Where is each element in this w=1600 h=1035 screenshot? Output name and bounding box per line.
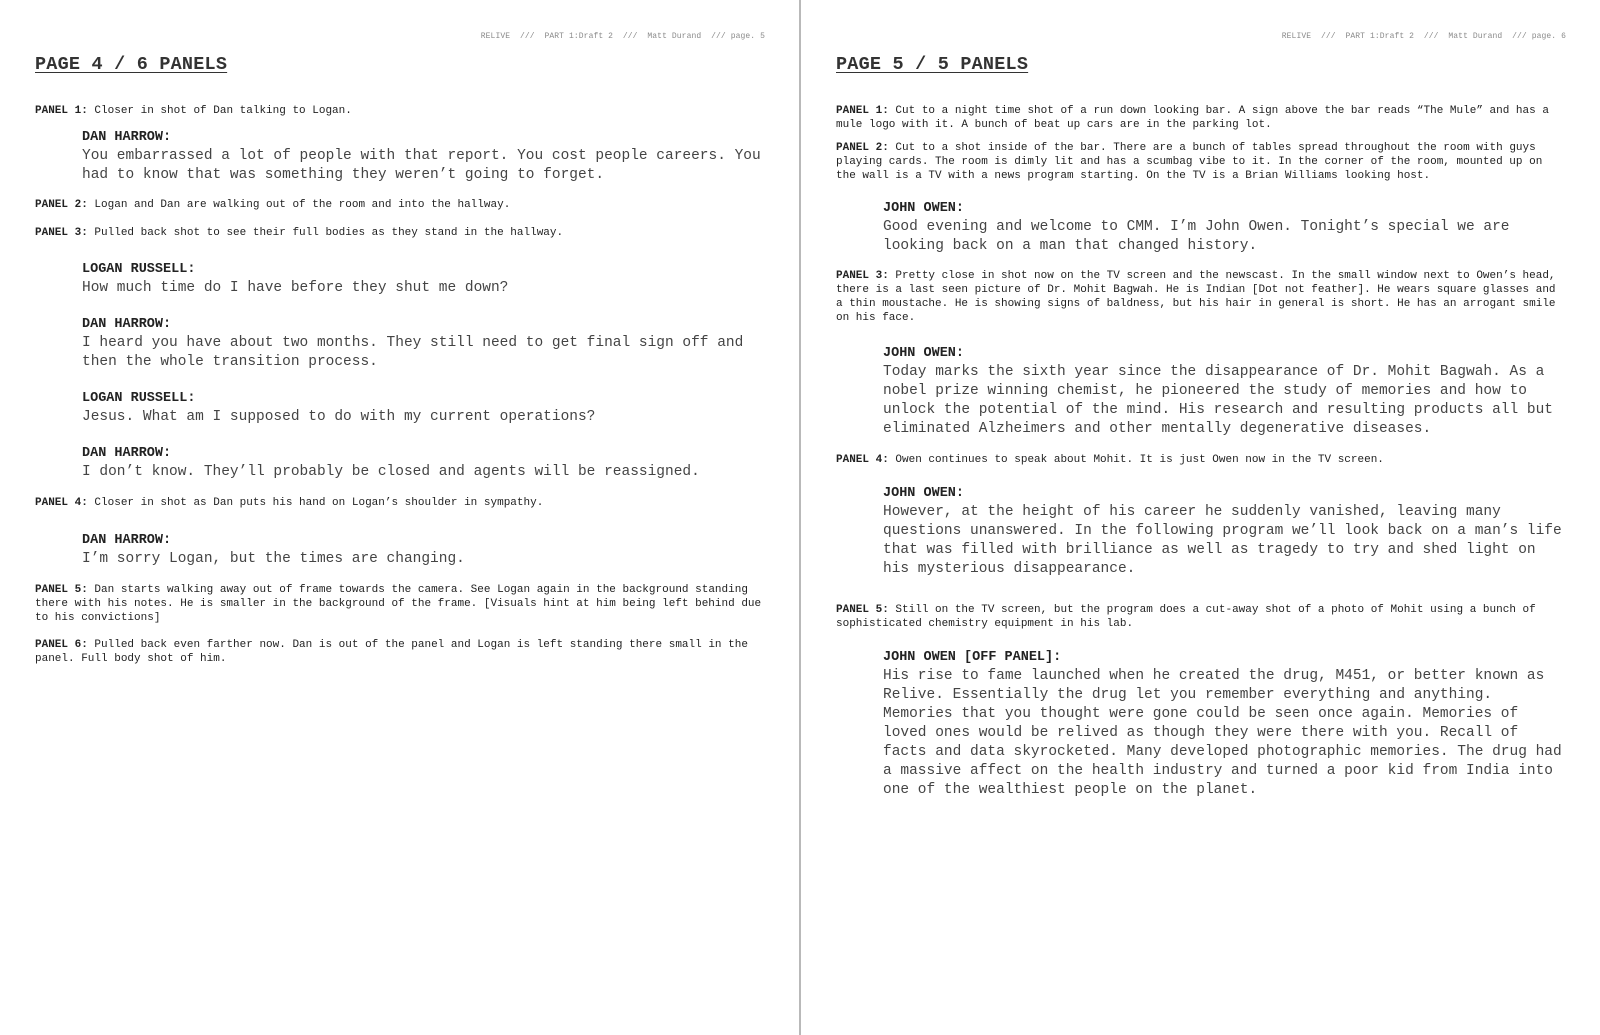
panel-text: Dan starts walking away out of frame towards the camera. See Logan again in the background standing there with his notes. He is smaller in the background of the frame. [Visuals hint at him being left behind due to his convictions] bbox=[35, 584, 762, 624]
panel-text: Pulled back shot to see their full bodies as they stand in the hallway. bbox=[94, 227, 564, 239]
panel-description bbox=[35, 198, 765, 212]
panel-label: PANEL 2: bbox=[836, 142, 889, 154]
panel-description bbox=[836, 269, 1566, 325]
dialogue-block bbox=[836, 649, 1566, 800]
panel-text: Pretty close in shot now on the TV screen and the newscast. In the small window next to Owen’s head, there is a last seen picture of Dr. Mohit Bagwah. He is Indian [Dot not feather]. He wears square glasses and a thin moustache. He is showing signs of baldness, but his hair in general is short. He has an arrogant smile on his face. bbox=[836, 270, 1556, 324]
dialogue-line: Today marks the sixth year since the disappearance of Dr. Mohit Bagwah. As a nobel prize winning chemist, he pioneered the study of memories and how to unlock the potential of the mind. His research and resulting products all but eliminated Alzheimers and other mentally degenerative diseases. bbox=[883, 364, 1554, 437]
panel-label: PANEL 3: bbox=[836, 270, 889, 282]
dialogue-block bbox=[35, 316, 765, 372]
dialogue-line: Jesus. What am I supposed to do with my current operations? bbox=[82, 409, 596, 425]
panel-description bbox=[836, 603, 1566, 631]
panel-text: Closer in shot as Dan puts his hand on Logan’s shoulder in sympathy. bbox=[94, 497, 544, 509]
panel-label: PANEL 1: bbox=[836, 105, 889, 117]
panel-description bbox=[35, 104, 765, 118]
dialogue-line: However, at the height of his career he suddenly vanished, leaving many questions unanswered. In the following program we’ll look back on a man’s life that was filled with brilliance as well as tragedy to try and shed light on his mysterious disappearance. bbox=[883, 504, 1562, 577]
dialogue-line: His rise to fame launched when he created the drug, M451, or better known as Relive. Essentially the drug let you remember everything and anything. Memories that you thought were gone could be seen once again. Memories of loved ones would be relived as though they were there with you. Recall of facts and data skyrocketed. Many developed photographic memories. The drug had a massive affect on the health industry and turned a poor kid from India into one of the wealthiest people on the planet. bbox=[883, 668, 1562, 798]
page-title: PAGE 5 / 5 PANELS bbox=[836, 54, 1029, 75]
dialogue-line: Good evening and welcome to CMM. I’m John Owen. Tonight’s special we are looking back on a man that changed history. bbox=[883, 219, 1510, 254]
panel-label: PANEL 3: bbox=[35, 227, 88, 239]
script-blocks bbox=[836, 104, 1566, 800]
speaker-name: LOGAN RUSSELL: bbox=[82, 262, 196, 277]
page-running-header: RELIVE /// PART 1:Draft 2 /// Matt Durand /// page. 6 bbox=[1281, 32, 1566, 41]
speaker-name: LOGAN RUSSELL: bbox=[82, 391, 196, 406]
panel-label: PANEL 4: bbox=[35, 497, 88, 509]
dialogue-block bbox=[836, 485, 1566, 579]
panel-text: Owen continues to speak about Mohit. It is just Owen now in the TV screen. bbox=[895, 454, 1384, 466]
panel-description bbox=[836, 453, 1566, 467]
panel-text: Cut to a shot inside of the bar. There are a bunch of tables spread throughout the room with guys playing cards. The room is dimly lit and has a scumbag vibe to it. In the corner of the room, mounted up on the wall is a TV with a news program starting. On the TV is a Brian Williams looking host. bbox=[836, 142, 1543, 182]
panel-text: Logan and Dan are walking out of the room and into the hallway. bbox=[94, 199, 511, 211]
speaker-name: DAN HARROW: bbox=[82, 317, 172, 332]
panel-description bbox=[836, 141, 1566, 183]
dialogue-line: I don’t know. They’ll probably be closed and agents will be reassigned. bbox=[82, 464, 700, 480]
dialogue-block bbox=[836, 200, 1566, 256]
dialogue-block bbox=[35, 261, 765, 298]
dialogue-block bbox=[836, 345, 1566, 439]
panel-text: Closer in shot of Dan talking to Logan. bbox=[94, 105, 352, 117]
panel-text: Still on the TV screen, but the program does a cut-away shot of a photo of Mohit using a bunch of sophisticated chemistry equipment in his lab. bbox=[836, 604, 1536, 630]
panel-description bbox=[35, 583, 765, 625]
speaker-name: JOHN OWEN: bbox=[883, 346, 965, 361]
panel-text: Cut to a night time shot of a run down looking bar. A sign above the bar reads “The Mule” and has a mule logo with it. A bunch of beat up cars are in the parking lot. bbox=[836, 105, 1549, 131]
dialogue-line: I heard you have about two months. They still need to get final sign off and then the whole transition process. bbox=[82, 335, 744, 370]
script-page-left bbox=[0, 0, 799, 1035]
dialogue-block bbox=[35, 445, 765, 482]
script-page-right bbox=[801, 0, 1600, 1035]
page-running-header: RELIVE /// PART 1:Draft 2 /// Matt Durand /// page. 5 bbox=[480, 32, 765, 41]
speaker-name: DAN HARROW: bbox=[82, 446, 172, 461]
speaker-name: JOHN OWEN: bbox=[883, 201, 965, 216]
panel-label: PANEL 5: bbox=[836, 604, 889, 616]
panel-label: PANEL 6: bbox=[35, 639, 88, 651]
panel-label: PANEL 2: bbox=[35, 199, 88, 211]
dialogue-block bbox=[35, 390, 765, 427]
script-blocks bbox=[35, 104, 765, 666]
speaker-name: JOHN OWEN: bbox=[883, 486, 965, 501]
panel-description bbox=[35, 496, 765, 510]
page-title: PAGE 4 / 6 PANELS bbox=[35, 54, 228, 75]
dialogue-block bbox=[35, 532, 765, 569]
panel-label: PANEL 1: bbox=[35, 105, 88, 117]
dialogue-line: I’m sorry Logan, but the times are changing. bbox=[82, 551, 465, 567]
speaker-name: JOHN OWEN [OFF PANEL]: bbox=[883, 650, 1062, 665]
dialogue-block bbox=[35, 129, 765, 185]
panel-label: PANEL 4: bbox=[836, 454, 889, 466]
panel-description bbox=[35, 226, 765, 240]
panel-label: PANEL 5: bbox=[35, 584, 88, 596]
dialogue-line: You embarrassed a lot of people with that report. You cost people careers. You had to know that was something they weren’t going to forget. bbox=[82, 148, 761, 183]
speaker-name: DAN HARROW: bbox=[82, 130, 172, 145]
panel-description bbox=[836, 104, 1566, 132]
panel-text: Pulled back even farther now. Dan is out of the panel and Logan is left standing there small in the panel. Full body shot of him. bbox=[35, 639, 748, 665]
panel-description bbox=[35, 638, 765, 666]
speaker-name: DAN HARROW: bbox=[82, 533, 172, 548]
dialogue-line: How much time do I have before they shut me down? bbox=[82, 280, 509, 296]
